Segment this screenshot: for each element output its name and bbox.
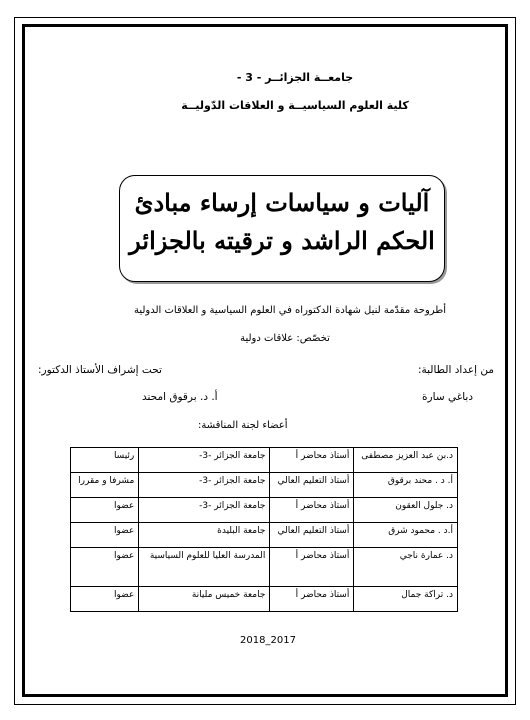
supervised-by-label: تحت إشراف الأستاذ الدكتور:: [38, 364, 162, 376]
title-box: [119, 175, 445, 282]
member-name: أ. د . محند برقوق: [354, 473, 458, 498]
supervisor-name: أ. د. برقوق امحند: [142, 391, 218, 403]
member-name: أ.د . محمود شرق: [354, 523, 458, 548]
member-role: عضوا: [71, 523, 139, 548]
member-rank: أستاذ محاضر أ: [270, 498, 354, 523]
university-name: جامعــة الجزائــر - 3 -: [236, 71, 354, 84]
member-institution: جامعة البليدة: [139, 523, 270, 548]
faculty-name: كلية العلوم السياسيــة و العلاقات الدّوليــة: [181, 99, 409, 112]
committee-label: أعضاء لجنة المناقشة:: [198, 420, 288, 431]
table-row: [71, 473, 458, 498]
member-role: مشرفا و مقررا: [71, 473, 139, 498]
member-rank: أستاذ التعليم العالي: [270, 523, 354, 548]
member-rank: أستاذ محاضر أ: [270, 448, 354, 473]
member-role: عضوا: [71, 548, 139, 587]
academic-year: 2018_2017: [240, 635, 296, 646]
table-row: [71, 548, 458, 587]
member-institution: جامعة الجزائر -3-: [139, 448, 270, 473]
member-institution: جامعة الجزائر -3-: [139, 473, 270, 498]
committee-table: [70, 447, 458, 612]
table-row: [71, 448, 458, 473]
specialty: تخصّص: علاقات دولية: [240, 333, 330, 344]
member-rank: أستاذ محاضر أ: [270, 548, 354, 587]
member-rank: أستاذ التعليم العالي: [270, 473, 354, 498]
table-row: [71, 587, 458, 612]
thesis-title-line1: آليات و سياسات إرساء مبادئ: [134, 188, 430, 217]
member-name: د. جلول العقون: [354, 498, 458, 523]
member-role: عضوا: [71, 498, 139, 523]
thesis-note: أطروحة مقدّمة لنيل شهادة الدكتوراه في العلوم السياسية و العلاقات الدولية: [133, 305, 447, 316]
member-name: د.بن عبد العزيز مصطفى: [354, 448, 458, 473]
member-institution: جامعة الجزائر -3-: [139, 498, 270, 523]
table-row: [71, 498, 458, 523]
member-role: عضوا: [71, 587, 139, 612]
thesis-title-line2: الحكم الراشد و ترقيته بالجزائر: [129, 226, 435, 255]
table-row: [71, 523, 458, 548]
member-institution: جامعة خميس مليانة: [139, 587, 270, 612]
member-name: د. تراكة جمال: [354, 587, 458, 612]
member-name: د. عمارة ناجي: [354, 548, 458, 587]
member-role: رئيسا: [71, 448, 139, 473]
student-name: دباغي سارة: [422, 391, 473, 403]
member-institution: المدرسة العليا للعلوم السياسية: [139, 548, 270, 587]
prepared-by-label: من إعداد الطالبة:: [417, 364, 494, 376]
member-rank: أستاذ محاضر أ: [270, 587, 354, 612]
